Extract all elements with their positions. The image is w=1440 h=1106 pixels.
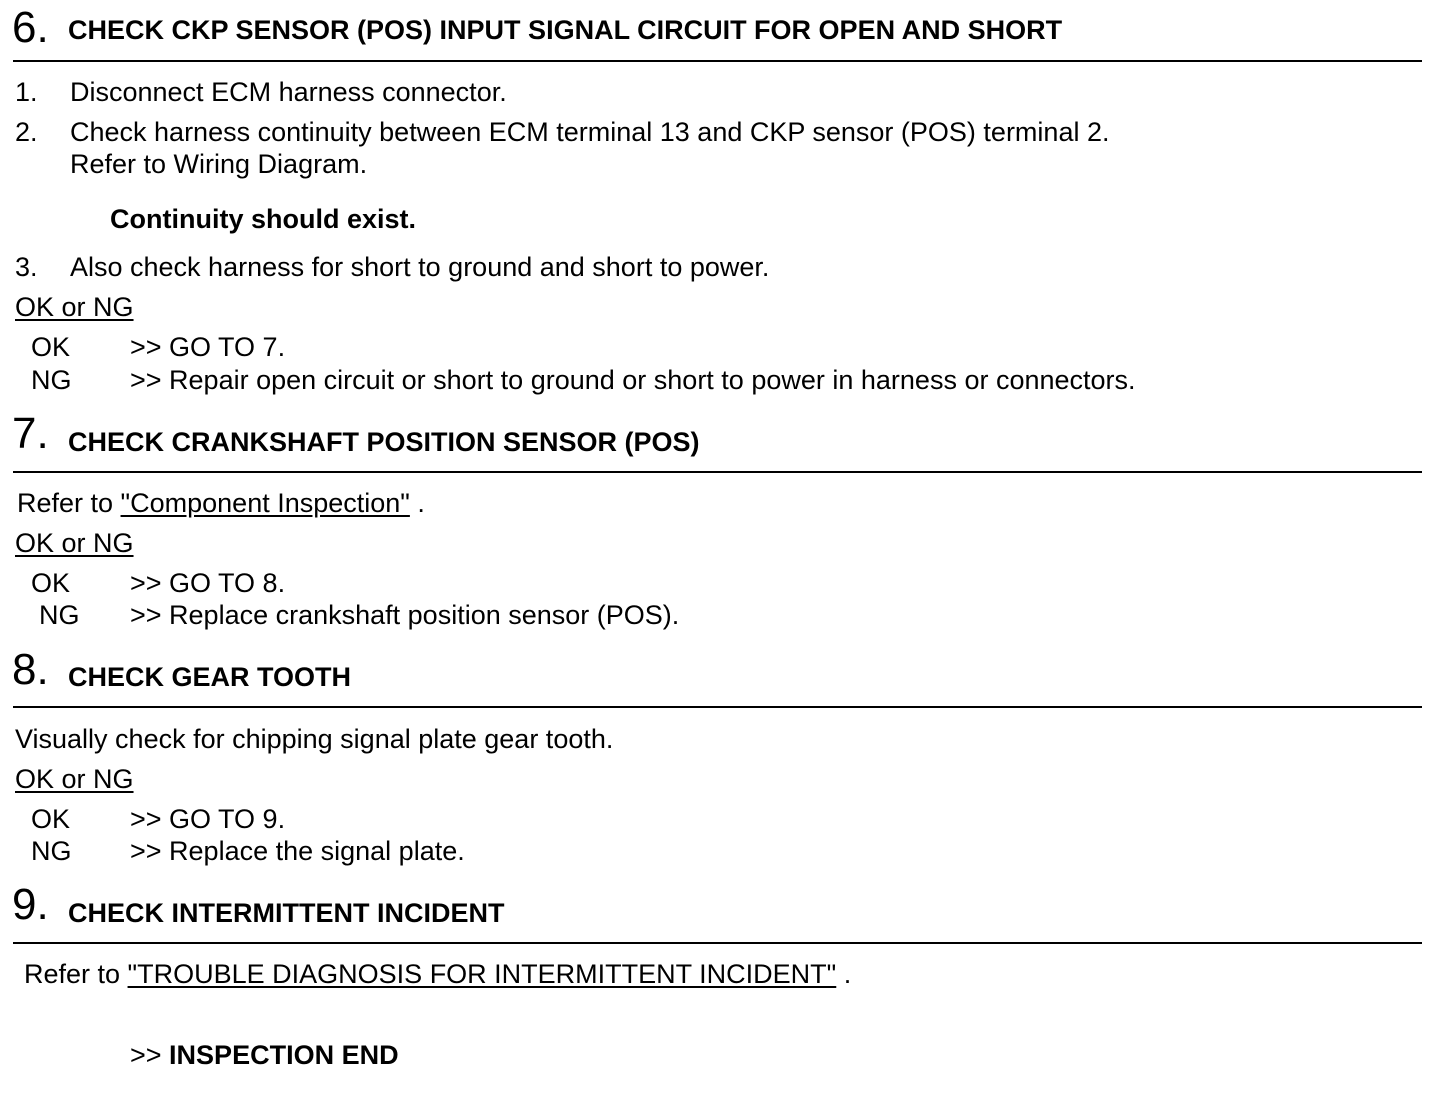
step-7-ok-label: OK <box>31 568 71 598</box>
trouble-diagnosis-intermittent-link[interactable]: "TROUBLE DIAGNOSIS FOR INTERMITTENT INCIDENT" <box>127 959 837 989</box>
step-7-divider <box>13 471 1422 473</box>
step-8-instruction: Visually check for chipping signal plate gear tooth. <box>15 724 614 754</box>
step-7-ng-label: NG <box>39 600 80 630</box>
step-6-item-3-text: Also check harness for short to ground and short to power. <box>70 252 770 282</box>
step-8-number: 8. <box>12 645 49 694</box>
step-6-ng-action: >> Repair open circuit or short to ground or short to power in harness or connectors. <box>130 365 1136 395</box>
step-6-item-2-text-line2: Refer to Wiring Diagram. <box>70 149 368 179</box>
step-9-number: 9. <box>12 880 49 929</box>
step-6-ng-label: NG <box>31 365 72 395</box>
step-9-divider <box>13 942 1422 944</box>
step-6-item-1-number: 1. <box>15 77 38 107</box>
inspection-end <box>130 1039 399 1071</box>
step-8-ok-action: >> GO TO 9. <box>130 804 286 834</box>
step-6-spec: Continuity should exist. <box>110 204 417 234</box>
step-6-item-2-text: Check harness continuity between ECM terminal 13 and CKP sensor (POS) terminal 2. <box>70 117 1110 147</box>
step-7-refer-suffix: . <box>409 488 425 518</box>
step-6-item-1-text: Disconnect ECM harness connector. <box>70 77 507 107</box>
step-7-number: 7. <box>12 409 49 458</box>
step-8-divider <box>13 706 1422 708</box>
step-7-refer <box>17 487 425 519</box>
component-inspection-link[interactable]: "Component Inspection" <box>120 488 410 518</box>
step-6-ok-or-ng-heading: OK or NG <box>15 292 134 322</box>
step-8-ng-action: >> Replace the signal plate. <box>130 836 465 866</box>
step-7-title: CHECK CRANKSHAFT POSITION SENSOR (POS) <box>68 427 700 457</box>
step-7-refer-prefix: Refer to <box>17 488 121 518</box>
step-9-refer-suffix: . <box>836 959 852 989</box>
step-8-ok-or-ng-heading: OK or NG <box>15 764 134 794</box>
step-6-item-2-number: 2. <box>15 117 38 147</box>
step-7-ok-action: >> GO TO 8. <box>130 568 286 598</box>
step-8-ok-label: OK <box>31 804 71 834</box>
step-8-title: CHECK GEAR TOOTH <box>68 662 352 692</box>
inspection-end-text: INSPECTION END <box>169 1040 399 1070</box>
step-9-refer-prefix: Refer to <box>24 959 128 989</box>
step-9-title: CHECK INTERMITTENT INCIDENT <box>68 898 505 928</box>
step-9-refer <box>24 958 851 990</box>
step-7-ng-action: >> Replace crankshaft position sensor (POS). <box>130 600 680 630</box>
step-6-number: 6. <box>12 3 49 52</box>
step-6-item-3-number: 3. <box>15 252 38 282</box>
inspection-end-prefix: >> <box>130 1040 170 1070</box>
step-7-ok-or-ng-heading: OK or NG <box>15 528 134 558</box>
step-6-title: CHECK CKP SENSOR (POS) INPUT SIGNAL CIRCUIT FOR OPEN AND SHORT <box>68 15 1063 45</box>
step-6-ok-label: OK <box>31 332 71 362</box>
step-6-ok-action: >> GO TO 7. <box>130 332 286 362</box>
step-6-divider <box>13 60 1422 62</box>
step-8-ng-label: NG <box>31 836 72 866</box>
